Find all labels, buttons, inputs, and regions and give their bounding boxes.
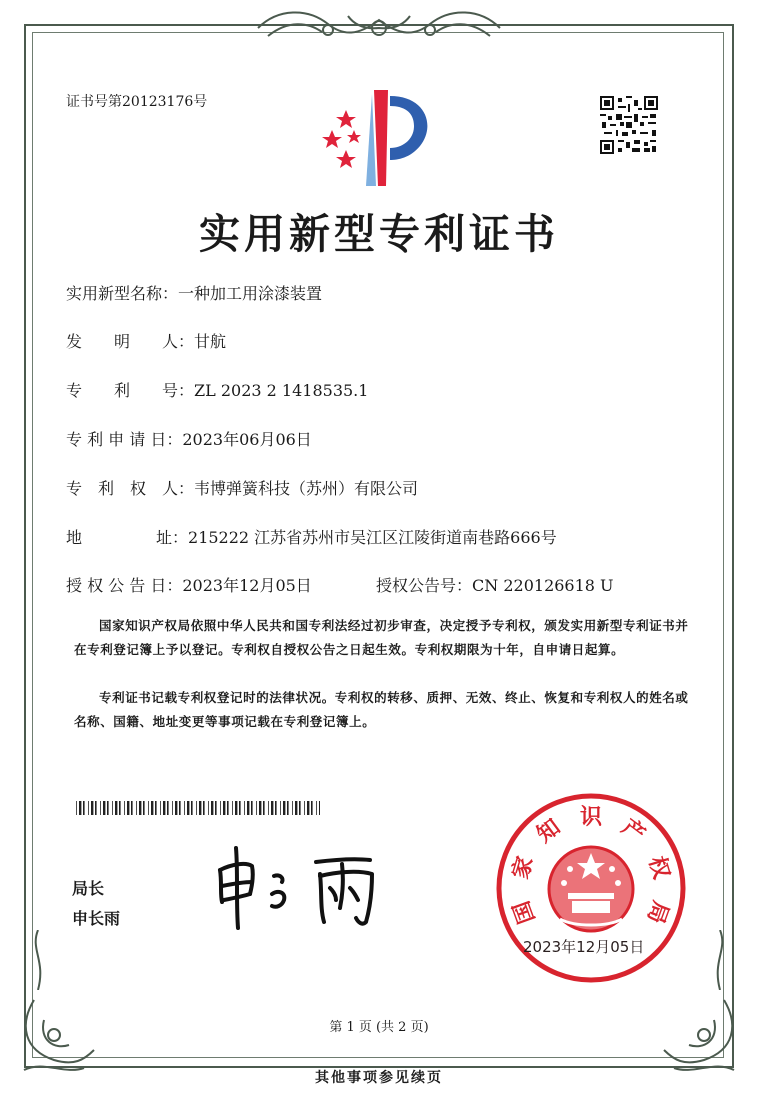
field-name-value: 一种加工用涂漆装置: [178, 284, 323, 303]
field-patent-no-row: [66, 378, 368, 401]
field-inventor-label: 发 明 人：: [66, 332, 195, 351]
field-address-label-right: 址：: [156, 528, 189, 547]
qr-code-icon: [600, 96, 658, 154]
field-inventor-value: 甘航: [194, 332, 227, 351]
seal-char: 局: [641, 897, 673, 927]
seal-date: 2023年12月05日: [523, 938, 645, 956]
field-inventor-row: [66, 329, 226, 352]
seal-char: 家: [508, 853, 539, 882]
field-grant-no-row: [376, 573, 614, 596]
field-grant-date-value: 2023年12月05日: [182, 576, 312, 595]
barcode-icon: [76, 801, 320, 815]
field-patent-no-label: 专 利 号：: [66, 381, 195, 400]
director-name: 申长雨: [72, 909, 121, 928]
certificate-number: 证书号第20123176号: [66, 94, 208, 110]
director-title: 局长: [72, 879, 105, 898]
top-ornament-icon: [248, 6, 510, 50]
field-name-row: [66, 281, 322, 304]
field-address-row: [66, 525, 557, 548]
seal-char: 识: [579, 805, 603, 830]
field-holder-label: 专 利 权 人：: [66, 479, 195, 498]
seal-char: 权: [643, 853, 674, 882]
field-apply-date-label: 专 利 申 请 日：: [66, 430, 183, 449]
field-grant-no-value: CN 220126618 U: [472, 576, 614, 595]
certificate-title: 实用新型专利证书: [199, 210, 559, 258]
field-address-value: 215222 江苏省苏州市吴江区江陵街道南巷路666号: [188, 528, 557, 547]
seal-char: 产: [616, 814, 650, 849]
field-grant-date-label: 授 权 公 告 日：: [66, 576, 183, 595]
footer-note: 其他事项参见续页: [315, 1070, 443, 1086]
field-patent-no-value: ZL 2023 2 1418535.1: [194, 381, 369, 400]
field-name-label: 实用新型名称：: [66, 284, 179, 303]
field-grant-no-label: 授权公告号：: [376, 576, 473, 595]
field-holder-value: 韦博弹簧科技（苏州）有限公司: [194, 479, 419, 498]
field-address-label-left: 地: [66, 528, 83, 547]
page-number: 第 1 页 (共 2 页): [329, 1020, 429, 1035]
director-signature-icon: [212, 842, 394, 932]
statement-paragraph-2: 专利证书记载专利权登记时的法律状况。专利权的转移、质押、无效、终止、恢复和专利权人的姓名或名称、国籍、地址变更等事项记载在专利登记簿上。: [74, 690, 689, 729]
side-ornament-left-icon: [30, 930, 46, 990]
field-apply-date-row: [66, 427, 312, 450]
seal-char: 知: [532, 814, 566, 849]
seal-char: 国: [509, 897, 541, 927]
field-grant-date-row: [66, 573, 312, 596]
statement-paragraph-1: 国家知识产权局依照中华人民共和国专利法经过初步审查，决定授予专利权，颁发实用新型专利证书并在专利登记簿上予以登记。专利权自授权公告之日起生效。专利权期限为十年，自申请日起算。: [74, 618, 689, 657]
cnipa-logo-icon: [316, 86, 442, 194]
field-holder-row: [66, 476, 418, 499]
side-ornament-right-icon: [712, 930, 728, 990]
field-apply-date-value: 2023年06月06日: [182, 430, 312, 449]
